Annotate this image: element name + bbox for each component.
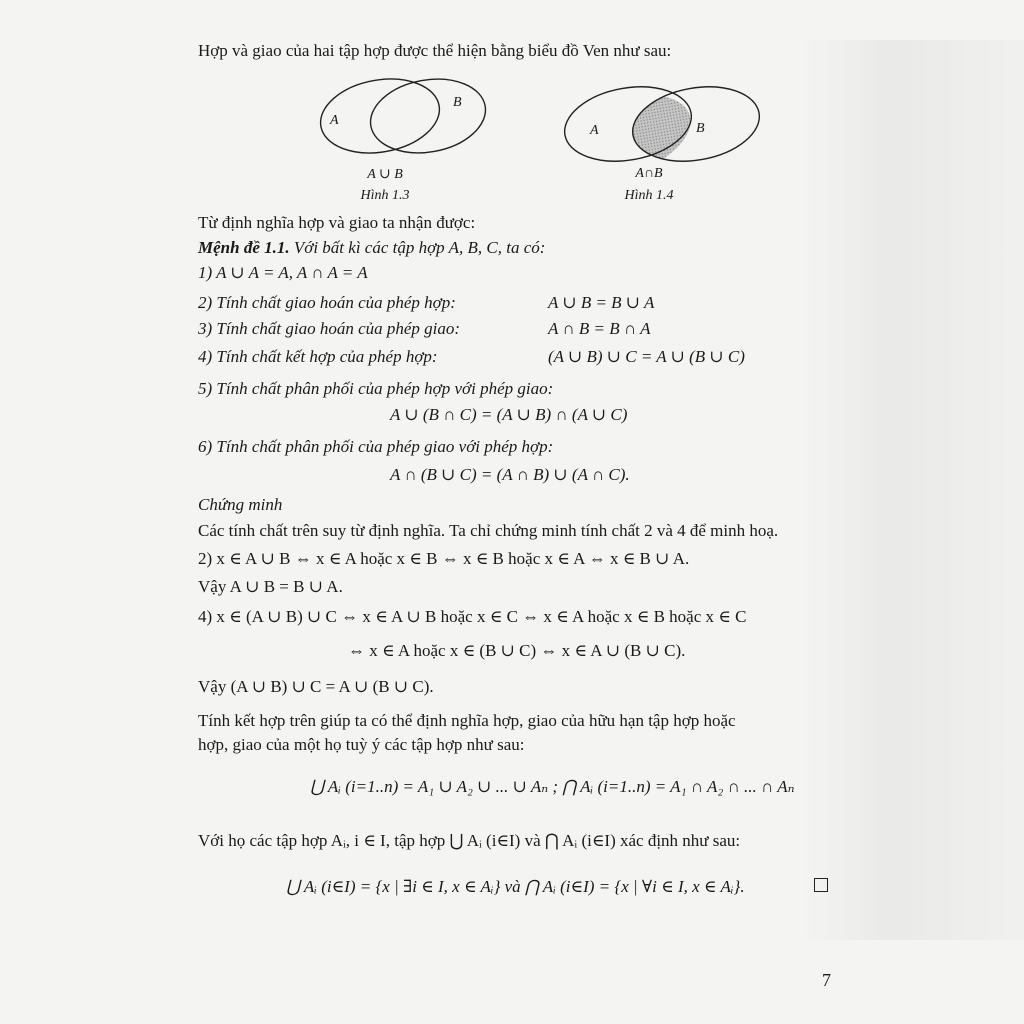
venn-intersection-figure	[560, 80, 766, 170]
proof-line-2: Vậy A ∪ B = B ∪ A.	[198, 577, 343, 596]
venn-union-figure	[316, 72, 496, 168]
proof-line-1: 2) x ∈ A ∪ B ⇔ x ∈ A hoặc x ∈ B ⇔ x ∈ B hoặc x ∈ A ⇔ x ∈ B ∪ A.	[198, 549, 690, 568]
lead-line: Từ định nghĩa hợp và giao ta nhận được:	[198, 213, 476, 232]
proposition-title: Mệnh đề 1.1.	[198, 238, 290, 257]
prop-formula-5: A ∪ (B ∩ C) = (A ∪ B) ∩ (A ∪ C)	[390, 405, 628, 424]
set-a-label: A	[590, 123, 599, 138]
qed-square-icon	[814, 878, 828, 892]
figure-caption-1-4: Hình 1.4	[624, 188, 674, 203]
proof-line-3: 4) x ∈ (A ∪ B) ∪ C ⇔ x ∈ A ∪ B hoặc x ∈ C ⇔ x ∈ A hoặc x ∈ B hoặc x ∈ C	[198, 607, 747, 626]
assoc-line-1: Tính kết hợp trên giúp ta có thể định nghĩa hợp, giao của hữu hạn tập hợp hoặc	[198, 711, 736, 730]
figure-caption-1-3: Hình 1.3	[360, 188, 410, 203]
assoc-line-2: hợp, giao của một họ tuỳ ý các tập hợp như sau:	[198, 735, 525, 754]
intro-line: Hợp và giao của hai tập hợp được thể hiện bằng biểu đồ Ven như sau:	[198, 41, 672, 60]
finite-union-intersection-formula: ⋃ Aᵢ (i=1..n) = A₁ ∪ A₂ ∪ ... ∪ Aₙ ; ⋂ Aᵢ (i=1..n) = A₁ ∩ A₂ ∩ ... ∩ Aₙ	[310, 777, 795, 796]
prop-formula-4: (A ∪ B) ∪ C = A ∪ (B ∪ C)	[548, 347, 745, 366]
set-b-label: B	[696, 121, 705, 136]
venn-intersection-op: A∩B	[635, 166, 663, 181]
venn-union-op: A ∪ B	[367, 167, 403, 182]
prop-item-6: 6) Tính chất phân phối của phép giao với phép hợp:	[198, 437, 554, 456]
prop-item-5: 5) Tính chất phân phối của phép hợp với phép giao:	[198, 379, 554, 398]
bleed-through-shadow	[800, 40, 1024, 940]
prop-item-3: 3) Tính chất giao hoán của phép giao:	[198, 319, 461, 338]
prop-formula-6: A ∩ (B ∪ C) = (A ∩ B) ∪ (A ∩ C).	[390, 465, 630, 484]
prop-item-2: 2) Tính chất giao hoán của phép hợp:	[198, 293, 456, 312]
set-b-ellipse	[365, 72, 492, 162]
proof-line-4: ⇔ x ∈ A hoặc x ∈ (B ∪ C) ⇔ x ∈ A ∪ (B ∪ C).	[348, 641, 686, 660]
proposition-text: Với bất kì các tập hợp A, B, C, ta có:	[293, 238, 546, 257]
set-a-label: A	[330, 113, 339, 128]
family-formula: ⋃ Aᵢ (i∈I) = {x | ∃i ∈ I, x ∈ Aᵢ} và ⋂ Aᵢ (i∈I) = {x | ∀i ∈ I, x ∈ Aᵢ}.	[286, 877, 745, 896]
proof-title: Chứng minh	[198, 495, 283, 514]
prop-item-1: 1) A ∪ A = A, A ∩ A = A	[198, 263, 368, 282]
prop-item-4: 4) Tính chất kết hợp của phép hợp:	[198, 347, 438, 366]
proof-line-5: Vậy (A ∪ B) ∪ C = A ∪ (B ∪ C).	[198, 677, 434, 696]
prop-formula-3: A ∩ B = B ∩ A	[548, 319, 651, 338]
family-line: Với họ các tập hợp Aᵢ, i ∈ I, tập hợp ⋃ Aᵢ (i∈I) và ⋂ Aᵢ (i∈I) xác định như sau:	[198, 831, 741, 850]
prop-formula-2: A ∪ B = B ∪ A	[548, 293, 655, 312]
proof-intro: Các tính chất trên suy từ định nghĩa. Ta chỉ chứng minh tính chất 2 và 4 để minh hoạ.	[198, 521, 779, 540]
page-number: 7	[822, 970, 831, 990]
proposition-line	[198, 237, 545, 259]
set-b-label: B	[453, 95, 462, 110]
